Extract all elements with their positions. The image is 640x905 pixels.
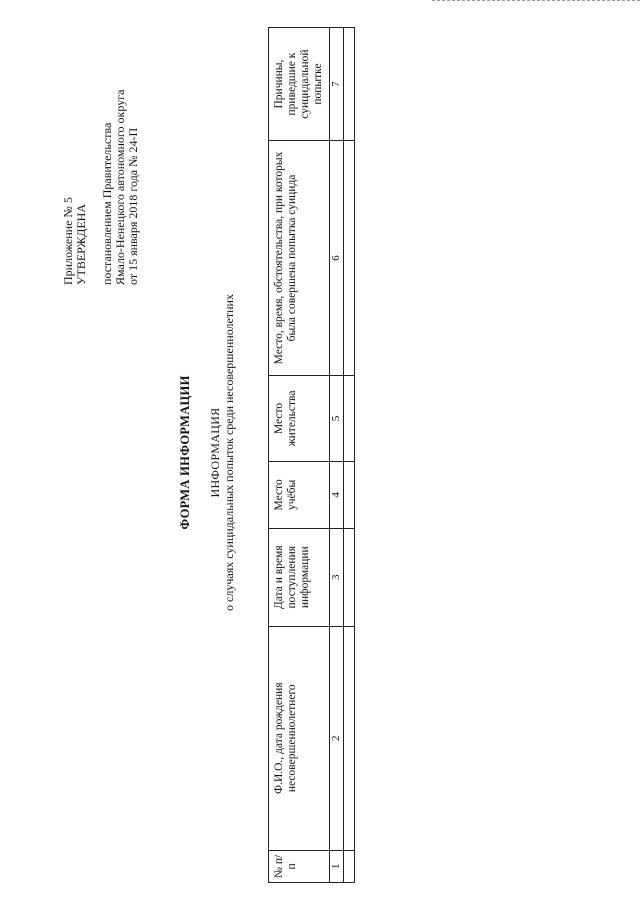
information-table bbox=[268, 27, 355, 883]
table-cell bbox=[344, 850, 355, 882]
table-cell bbox=[344, 528, 355, 626]
form-title: ФОРМА ИНФОРМАЦИИ bbox=[178, 375, 192, 530]
column-header: Дата и время поступления информации bbox=[269, 528, 330, 626]
column-header: Место жительства bbox=[269, 375, 330, 461]
approved-label: УТВЕРЖДЕНА bbox=[74, 203, 88, 285]
table-cell bbox=[344, 462, 355, 529]
table-cell bbox=[344, 141, 355, 376]
column-header: Причины, приведшие к суицидальной попытке bbox=[269, 28, 330, 141]
info-subtitle: о случаях суицидальных попыток среди несовершеннолетних bbox=[222, 294, 236, 611]
column-number: 5 bbox=[330, 375, 344, 461]
column-number: 4 bbox=[330, 462, 344, 529]
column-header: Место, время, обстоятельства, при которых была совершена попытка суицида bbox=[269, 141, 330, 376]
column-number-row bbox=[330, 28, 344, 883]
table-cell bbox=[344, 375, 355, 461]
table-header-row bbox=[269, 28, 330, 883]
approval-header bbox=[62, 35, 140, 285]
table-cell bbox=[344, 626, 355, 850]
appendix-number: Приложение № 5 bbox=[61, 197, 75, 285]
info-title: ИНФОРМАЦИЯ bbox=[208, 407, 222, 498]
column-header: № п/п bbox=[269, 850, 330, 882]
column-number: 3 bbox=[330, 528, 344, 626]
column-number: 1 bbox=[330, 850, 344, 882]
column-number: 7 bbox=[330, 28, 344, 141]
column-header: Ф.И.О., дата рождения несовершеннолетнего bbox=[269, 626, 330, 850]
approved-by-line: постановлением Правительства bbox=[100, 122, 114, 285]
column-number: 6 bbox=[330, 141, 344, 376]
table-row bbox=[344, 28, 355, 883]
government-name: Ямало-Ненецкого автономного округа bbox=[113, 89, 127, 285]
column-header: Место учёбы bbox=[269, 462, 330, 529]
table-cell bbox=[344, 28, 355, 141]
decree-date: от 15 января 2018 года № 24-П bbox=[126, 127, 140, 285]
column-number: 2 bbox=[330, 626, 344, 850]
